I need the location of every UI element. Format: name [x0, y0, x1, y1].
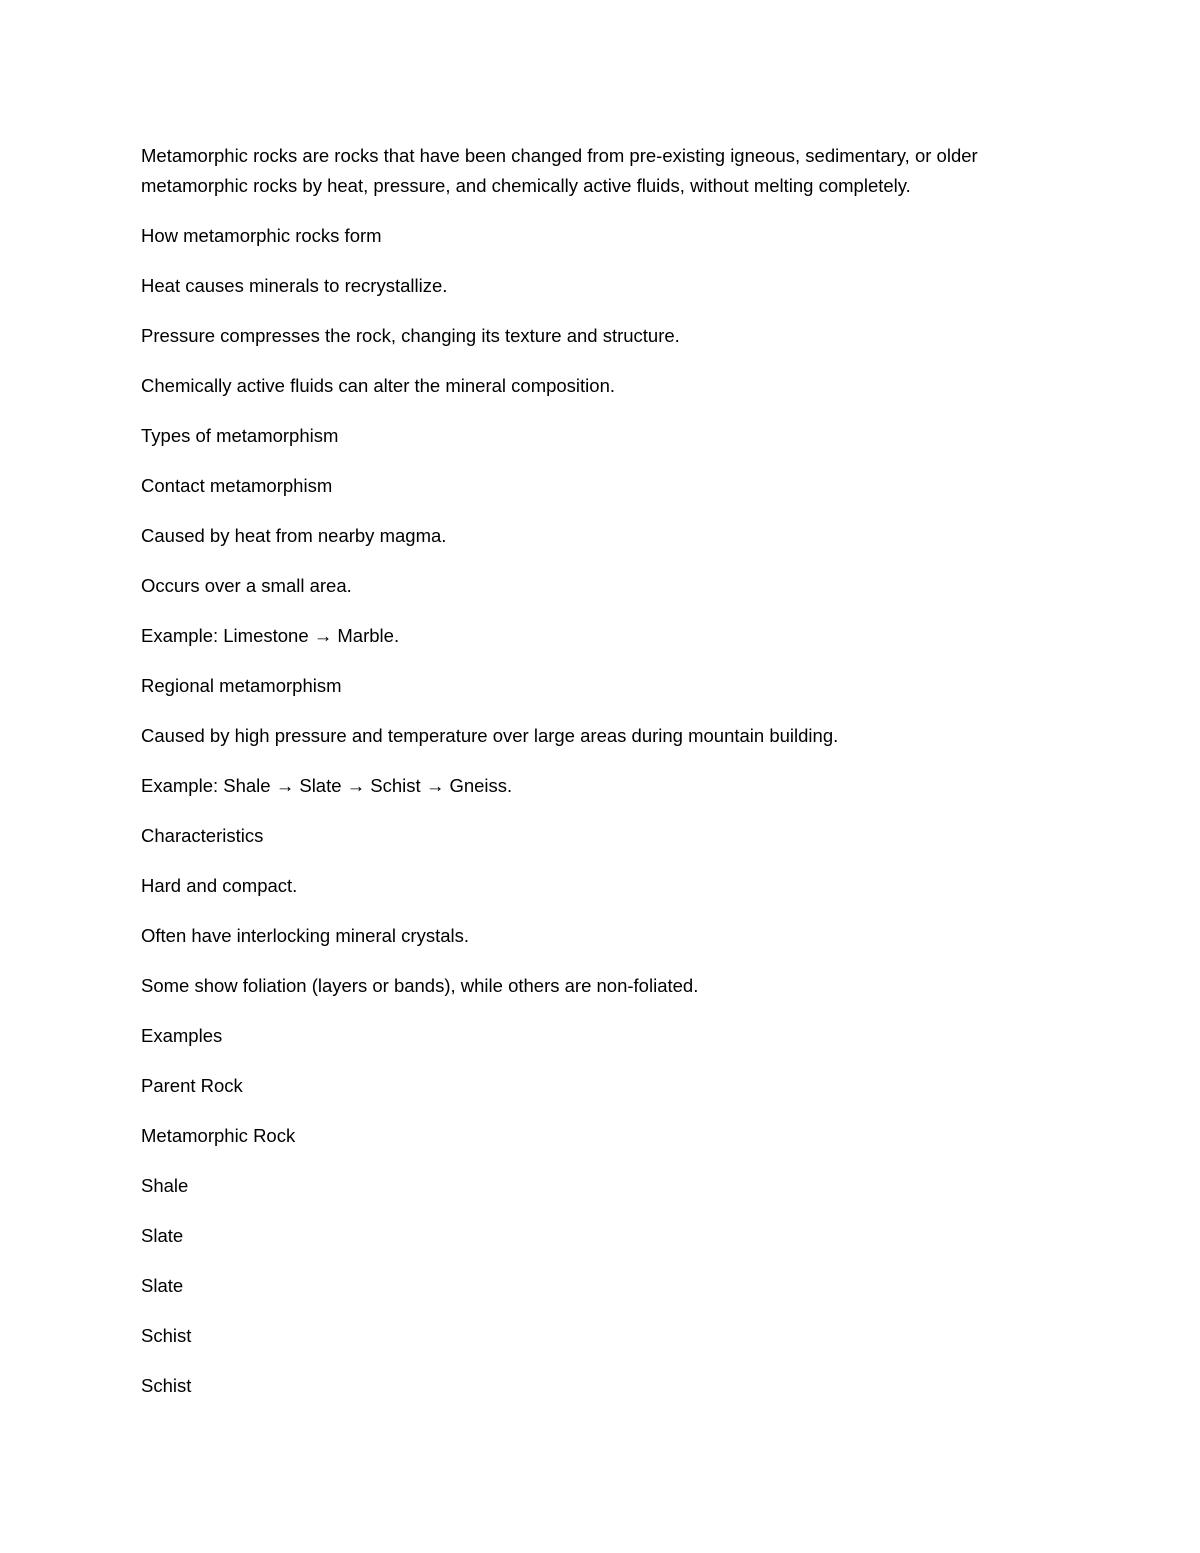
- paragraph-contact-cause: Caused by heat from nearby magma.: [141, 525, 447, 546]
- section-heading-examples: Examples: [141, 1025, 223, 1046]
- table-cell: Slate: [141, 1225, 184, 1246]
- section-heading-characteristics: Characteristics: [141, 825, 264, 846]
- paragraph-contact-area: Occurs over a small area.: [141, 575, 352, 596]
- paragraph-regional-cause: Caused by high pressure and temperature over large areas during mountain building.: [141, 725, 839, 746]
- document-body: [141, 141, 1061, 1401]
- paragraph-regional-example: Example: Shale → Slate → Schist → Gneiss.: [141, 775, 513, 796]
- section-heading-types: Types of metamorphism: [141, 425, 339, 446]
- subheading-regional: Regional metamorphism: [141, 675, 342, 696]
- paragraph-hard: Hard and compact.: [141, 875, 298, 896]
- table-header-parent-rock: Parent Rock: [141, 1075, 243, 1096]
- table-cell: Schist: [141, 1325, 192, 1346]
- table-cell: Slate: [141, 1275, 184, 1296]
- table-header-metamorphic-rock: Metamorphic Rock: [141, 1125, 296, 1146]
- paragraph-crystals: Often have interlocking mineral crystals.: [141, 925, 469, 946]
- paragraph-fluids: Chemically active fluids can alter the mineral composition.: [141, 375, 616, 396]
- subheading-contact: Contact metamorphism: [141, 475, 333, 496]
- paragraph-heat: Heat causes minerals to recrystallize.: [141, 275, 448, 296]
- table-cell: Shale: [141, 1175, 189, 1196]
- paragraph-contact-example: Example: Limestone → Marble.: [141, 625, 400, 646]
- section-heading-formation: How metamorphic rocks form: [141, 225, 382, 246]
- intro-paragraph: Metamorphic rocks are rocks that have been changed from pre-existing igneous, sedimentary, or older metamorphic rocks by heat, pressure, and chemically active fluids, without melting completely.: [141, 145, 978, 196]
- paragraph-pressure: Pressure compresses the rock, changing its texture and structure.: [141, 325, 680, 346]
- paragraph-foliation: Some show foliation (layers or bands), while others are non-foliated.: [141, 975, 699, 996]
- table-cell: Schist: [141, 1375, 192, 1396]
